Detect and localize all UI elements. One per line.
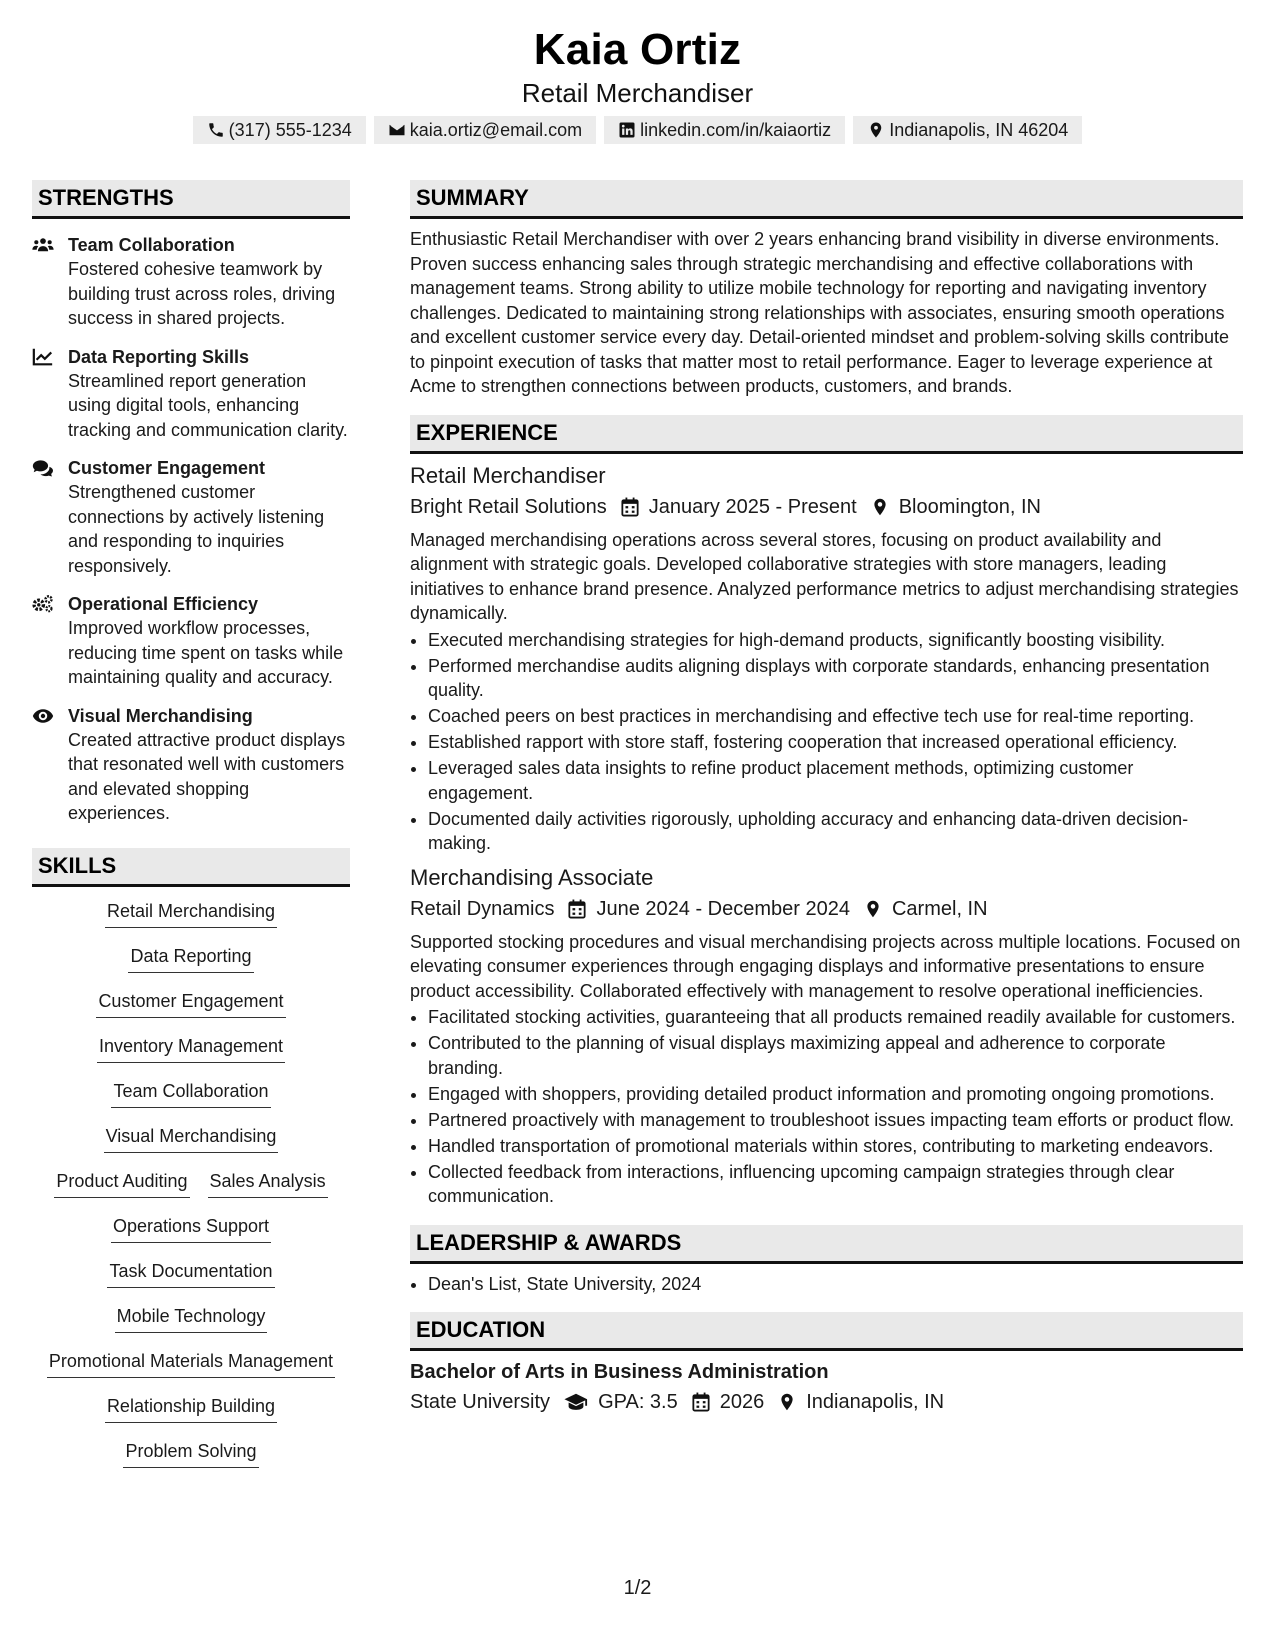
awards-heading: LEADERSHIP & AWARDS: [410, 1225, 1243, 1264]
phone-icon: [207, 121, 225, 139]
list-item: • Coached peers on best practices in merchandising and effective tech use for real-time reporting.: [428, 704, 1243, 729]
linkedin-chip[interactable]: [604, 116, 845, 144]
strength-desc: Strengthened customer connections by actively listening and responding to inquiries responsively.: [68, 482, 325, 576]
map-pin-icon: [778, 1392, 796, 1412]
strength-item: [32, 456, 350, 578]
job-entry: [410, 864, 1243, 1209]
skill-tag: Visual Merchandising: [104, 1124, 279, 1153]
job-location: Bloomington, IN: [898, 495, 1041, 518]
skill-tag: Problem Solving: [123, 1439, 258, 1468]
calendar-icon: [692, 1392, 710, 1412]
envelope-icon: [388, 121, 406, 139]
skill-tag: Team Collaboration: [111, 1079, 270, 1108]
list-item: • Partnered proactively with management to troubleshoot issues impacting team efforts or product flow.: [428, 1108, 1243, 1133]
chart-line-icon: [32, 347, 54, 367]
job-dates: January 2025 - Present: [648, 495, 857, 518]
strengths-heading: STRENGTHS: [32, 180, 350, 219]
skill-tag: Data Reporting: [128, 944, 253, 973]
location-text: Indianapolis, IN 46204: [889, 120, 1069, 140]
strength-title: Operational Efficiency: [68, 594, 259, 614]
job-entry: [410, 462, 1243, 856]
job-meta: [410, 896, 1243, 922]
skill-tag: Retail Merchandising: [105, 899, 277, 928]
resume-header: [0, 24, 1275, 144]
map-pin-icon: [864, 899, 882, 919]
phone-chip: [193, 116, 366, 144]
awards-list: [410, 1272, 1243, 1297]
candidate-title: Retail Merchandiser: [521, 78, 754, 108]
skills-heading: SKILLS: [32, 848, 350, 887]
list-item: • Leveraged sales data insights to refine product placement methods, optimizing customer engagement.: [428, 756, 1243, 805]
job-dates: June 2024 - December 2024: [596, 897, 850, 920]
left-column: [32, 180, 350, 1484]
page-number: 1/2: [623, 1577, 652, 1599]
job-description: Managed merchandising operations across several stores, focusing on product availability and alignment with strategic goals. Developed collaborative strategies with store managers, leading initiatives to enhance brand presence. Analyzed performance metrics to adjust merchandising strategies dynamically.: [410, 529, 1239, 623]
strength-item: [32, 345, 350, 443]
gears-icon: [32, 594, 54, 614]
education-heading: EDUCATION: [410, 1312, 1243, 1351]
skill-tag: Sales Analysis: [208, 1169, 328, 1198]
education-meta: [410, 1389, 1243, 1415]
education-degree: Bachelor of Arts in Business Administration: [410, 1361, 829, 1383]
list-item: • Handled transportation of promotional materials within stores, contributing to marketing endeavors.: [428, 1134, 1243, 1159]
skill-tag: Mobile Technology: [115, 1304, 268, 1333]
email-text: kaia.ortiz@email.com: [409, 120, 583, 140]
skill-tag: Product Auditing: [54, 1169, 189, 1198]
calendar-icon: [568, 899, 586, 919]
skill-tag: Customer Engagement: [96, 989, 285, 1018]
strength-item: [32, 592, 350, 690]
list-item: • Engaged with shoppers, providing detailed product information and promoting ongoing promotions.: [428, 1082, 1243, 1107]
list-item: • Executed merchandising strategies for high-demand products, significantly boosting visibility.: [428, 628, 1243, 653]
strength-title: Visual Merchandising: [68, 705, 253, 726]
comments-icon: [32, 458, 54, 478]
eye-icon: [32, 706, 54, 726]
phone-text: (317) 555-1234: [228, 120, 352, 140]
skill-tag: Operations Support: [111, 1214, 271, 1243]
linkedin-text: linkedin.com/in/kaiaortiz: [640, 120, 832, 140]
experience-heading: EXPERIENCE: [410, 415, 1243, 454]
location-chip: [853, 116, 1082, 144]
strength-desc: Created attractive product displays that resonated well with customers and elevated shopping experiences.: [68, 729, 346, 823]
list-item: • Contributed to the planning of visual displays maximizing appeal and adherence to corporate branding.: [428, 1031, 1243, 1080]
job-company: Retail Dynamics: [410, 897, 555, 920]
job-description: Supported stocking procedures and visual merchandising projects across multiple locations. Focused on elevating consumer experiences through engaging displays and informative presentations to ensure product accessibility. Collaborated effectively with management to resolve operational inefficiencies.: [410, 931, 1241, 1001]
skill-tag: Inventory Management: [97, 1034, 285, 1063]
education-year: 2026: [719, 1391, 765, 1413]
strength-title: Team Collaboration: [68, 235, 235, 255]
strength-title: Customer Engagement: [68, 458, 266, 478]
list-item: • Documented daily activities rigorously, upholding accuracy and enhancing data-driven decision-making.: [428, 807, 1243, 856]
list-item: • Dean's List, State University, 2024: [428, 1272, 1243, 1297]
strength-title: Data Reporting Skills: [68, 346, 250, 367]
list-item: • Collected feedback from interactions, influencing upcoming campaign strategies through clear communication.: [428, 1160, 1243, 1209]
job-meta: [410, 494, 1243, 520]
strength-item: [32, 233, 350, 331]
list-item: • Performed merchandise audits aligning displays with corporate standards, enhancing presentation quality.: [428, 654, 1243, 703]
skill-tag: Relationship Building: [105, 1394, 277, 1423]
skill-tag: Task Documentation: [107, 1259, 274, 1288]
graduation-cap-icon: [564, 1392, 588, 1412]
strength-desc: Streamlined report generation using digital tools, enhancing tracking and communication clarity.: [68, 370, 348, 440]
job-bullets: [410, 628, 1243, 856]
map-pin-icon: [871, 497, 889, 517]
job-company: Bright Retail Solutions: [410, 495, 607, 518]
education-location: Indianapolis, IN: [806, 1391, 945, 1413]
calendar-icon: [621, 497, 639, 517]
strength-desc: Improved workflow processes, reducing time spent on tasks while maintaining quality and accuracy.: [68, 618, 344, 687]
linkedin-icon: [618, 121, 636, 139]
email-chip[interactable]: [374, 116, 596, 144]
education-school: State University: [410, 1391, 551, 1413]
contact-row: [0, 116, 1275, 144]
job-title: Merchandising Associate: [410, 864, 654, 890]
users-icon: [32, 235, 54, 255]
skills-list: [32, 899, 350, 1484]
strength-desc: Fostered cohesive teamwork by building trust across roles, driving success in shared projects.: [68, 259, 336, 328]
strength-item: [32, 704, 350, 826]
candidate-name: Kaia Ortiz: [533, 25, 742, 74]
summary-heading: SUMMARY: [410, 180, 1243, 219]
list-item: • Facilitated stocking activities, guaranteeing that all products remained readily available for customers.: [428, 1005, 1243, 1030]
right-column: [410, 180, 1243, 1415]
job-bullets: [410, 1005, 1243, 1209]
job-title: Retail Merchandiser: [410, 462, 606, 488]
summary-text: Enthusiastic Retail Merchandiser with over 2 years enhancing brand visibility in diverse environments. Proven success enhancing sales through strategic merchandising and effective collaborations with management teams. Strong ability to utilize mobile technology for reporting and navigating inventory challenges. Dedicated to maintaining strong relationships with associates, ensuring smooth operations and excellent customer service every day. Detail-oriented mindset and problem-solving skills contribute to pinpoint execution of tasks that matter most to retail performance. Eager to leverage experience at Acme to strengthen connections between products, customers, and brands.: [410, 229, 1230, 396]
job-location: Carmel, IN: [891, 897, 988, 920]
education-gpa: GPA: 3.5: [598, 1391, 678, 1413]
list-item: • Established rapport with store staff, fostering cooperation that increased operational efficiency.: [428, 730, 1243, 755]
map-pin-icon: [867, 121, 885, 139]
skill-tag: Promotional Materials Management: [47, 1349, 335, 1378]
